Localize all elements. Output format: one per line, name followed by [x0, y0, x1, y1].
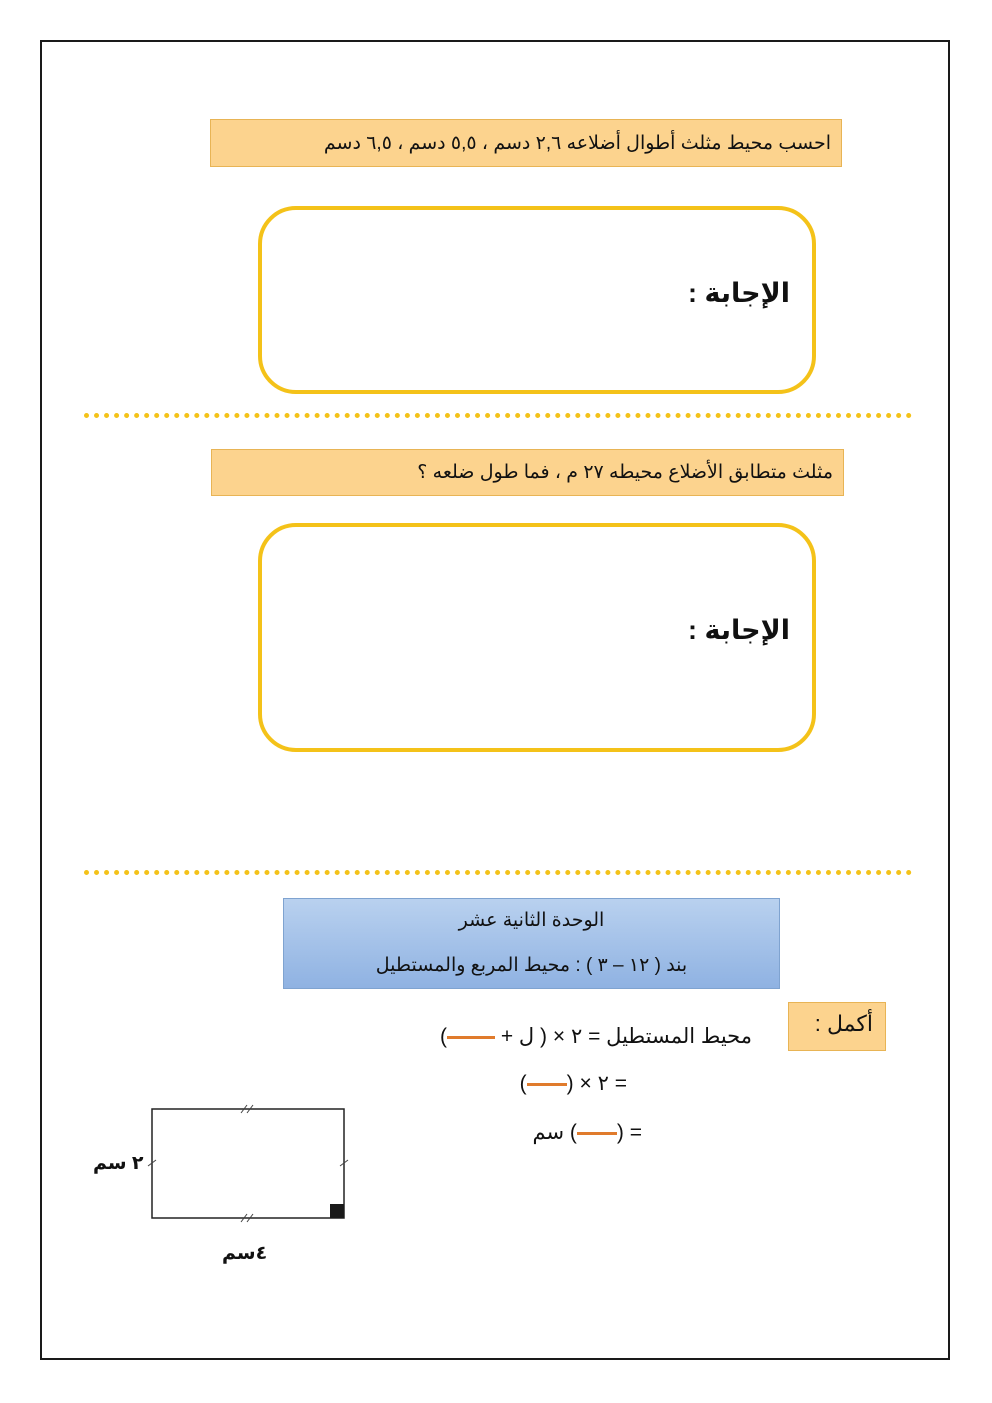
answer-1-box[interactable] — [258, 206, 816, 394]
rectangle-side-label: ٢ سم — [93, 1153, 144, 1174]
blank-line-1[interactable] — [447, 1036, 495, 1039]
unit-subtitle: بند ( ١٢ – ٣ ) : محيط المربع والمستطيل — [375, 955, 688, 976]
equation-line-3-end: ) سم — [532, 1121, 577, 1144]
equation-line-3 — [533, 1120, 643, 1145]
equation-line-2-start: = ٢ × ( — [566, 1072, 627, 1095]
answer-2-label: الإجابة : — [688, 615, 790, 645]
unit-title: الوحدة الثانية عشر — [458, 910, 605, 931]
equation-line-1 — [440, 1024, 752, 1049]
blank-line-2[interactable] — [527, 1083, 567, 1086]
answer-2-box[interactable] — [258, 523, 816, 752]
unit-heading-box — [283, 898, 780, 989]
equation-line-2-end: ) — [519, 1072, 527, 1095]
complete-label-box — [788, 1002, 886, 1051]
question-1-text: احسب محيط مثلث أطوال أضلاعه ٢,٦ دسم ، ٥,٥ دسم ، ٦,٥ دسم — [323, 132, 831, 154]
equation-line-1-start: محيط المستطيل = ٢ × ( ل + — [495, 1025, 752, 1048]
equation-line-2 — [520, 1071, 627, 1096]
rectangle-bottom-label: ٤سم — [222, 1243, 268, 1264]
complete-label: أكمل : — [814, 1011, 873, 1036]
dotted-separator-2 — [84, 870, 912, 875]
question-2-text: مثلث متطابق الأضلاع محيطه ٢٧ م ، فما طول ضلعه ؟ — [417, 462, 833, 483]
equation-line-3-start: = ( — [616, 1121, 642, 1144]
rectangle-diagram — [140, 1095, 360, 1230]
tick-marks — [148, 1105, 348, 1222]
equation-line-1-end: ) — [440, 1025, 447, 1048]
question-2-bar — [211, 449, 844, 496]
right-angle-marker — [330, 1204, 344, 1218]
answer-1-label: الإجابة : — [688, 278, 790, 308]
blank-line-3[interactable] — [577, 1132, 617, 1135]
rectangle-shape — [152, 1109, 344, 1218]
question-1-bar — [210, 119, 842, 167]
dotted-separator-1 — [84, 413, 912, 418]
